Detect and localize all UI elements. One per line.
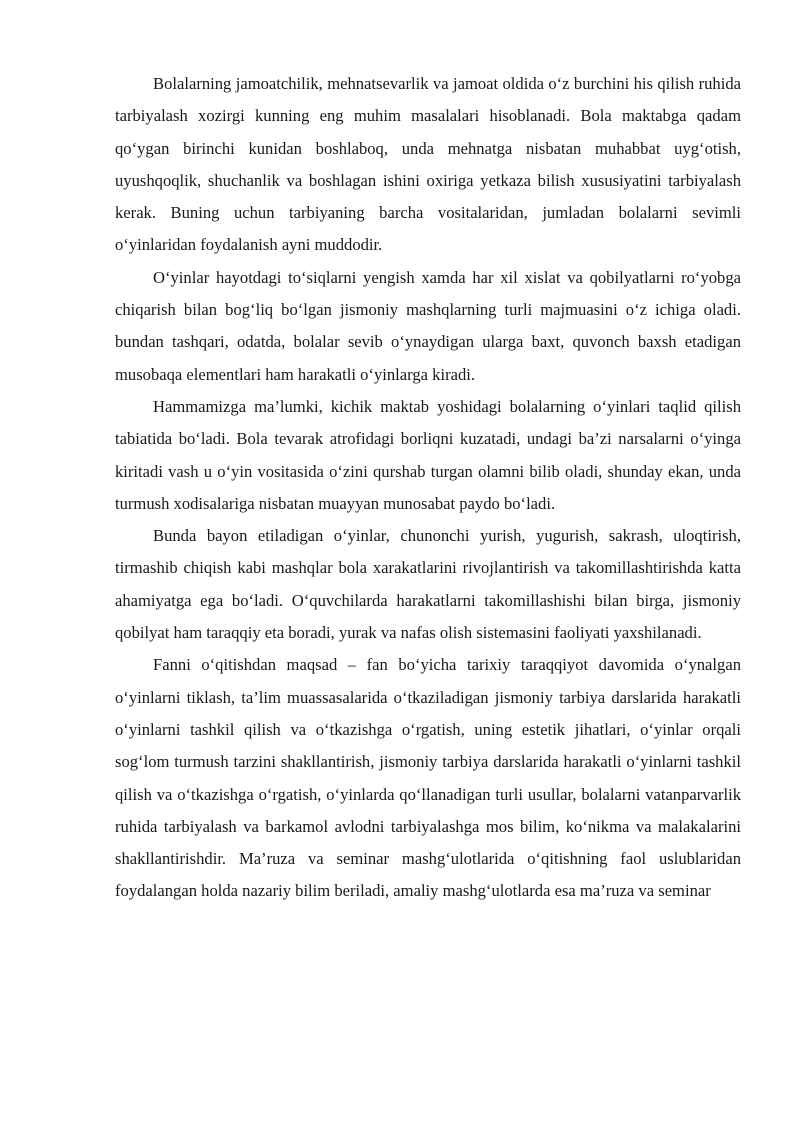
paragraph-1: Bolalarning jamoatchilik, mehnatsevarlik va jamoat oldida o‘z burchini his qilish ruhida tarbiyalash xozirgi kunning eng muhim masalalari hisoblanadi. Bola maktabga qadam qo‘ygan birinchi kunidan boshlaboq, unda mehnatga nisbatan muhabbat uyg‘otish, uyushqoqlik, shuchanlik va boshlagan ishini oxiriga yetkaza bilish xususiyatini tarbiyalash kerak. Buning uchun tarbiyaning barcha vositalaridan, jumladan bolalarni sevimli o‘yinlaridan foydalanish ayni muddodir. (115, 74, 741, 255)
paragraph-4: Bunda bayon etiladigan o‘yinlar, chunonchi yurish, yugurish, sakrash, uloqtirish, tirmashib chiqish kabi mashqlar bola xarakatlarini rivojlantirish va takomillashtirishda katta ahamiyatga ega bo‘ladi. O‘quvchilarda harakatlarni takomillashishi bilan birga, jismoniy qobilyat ham taraqqiy eta boradi, yurak va nafas olish sistemasini faoliyati yaxshilanadi. (115, 526, 741, 643)
paragraph-5: Fanni o‘qitishdan maqsad – fan bo‘yicha tarixiy taraqqiyot davomida o‘ynalgan o‘yinlarni tiklash, ta’lim muassasalarida o‘tkaziladigan jismoniy tarbiya darslarida harakatli o‘yinlarni tashkil qilish va o‘tkazishga o‘rgatish, uning estetik jihatlari, o‘yinlar orqali sog‘lom turmush tarzini shakllantirish, jismoniy tarbiya darslarida harakatli o‘yinlarni tashkil qilish va o‘tkazishga o‘rgatish, o‘yinlarda qo‘llanadigan turli usullar, bolalarni vatanparvarlik ruhida tarbiyalash va barkamol avlodni tarbiyalashga mos bilim, ko‘nikma va malakalarini shakllantirishdir. Ma’ruza va seminar mashg‘ulotlarida o‘qitishning faol uslublaridan foydalangan holda nazariy bilim beriladi, amaliy mashg‘ulotlarda esa ma’ruza va seminar (115, 655, 741, 901)
paragraph-2: O‘yinlar hayotdagi to‘siqlarni yengish xamda har xil xislat va qobilyatlarni ro‘yobga chiqarish bilan bog‘liq bo‘lgan jismoniy mashqlarning turli majmuasini o‘z ichiga oladi. bundan tashqari, odatda, bolalar sevib o‘ynaydigan ularga baxt, quvonch baxsh etadigan musobaqa elementlari ham harakatli o‘yinlarga kiradi. (115, 267, 741, 384)
document-page (115, 68, 741, 908)
paragraph-3: Hammamizga ma’lumki, kichik maktab yoshidagi bolalarning o‘yinlari taqlid qilish tabiatida bo‘ladi. Bola tevarak atrofidagi borliqni kuzatadi, undagi ba’zi narsalarni o‘yinga kiritadi vash u o‘yin vositasida o‘zini qurshab turgan olamni bilib oladi, shunday ekan, unda turmush xodisalariga nisbatan muayyan munosabat paydo bo‘ladi. (115, 396, 741, 513)
